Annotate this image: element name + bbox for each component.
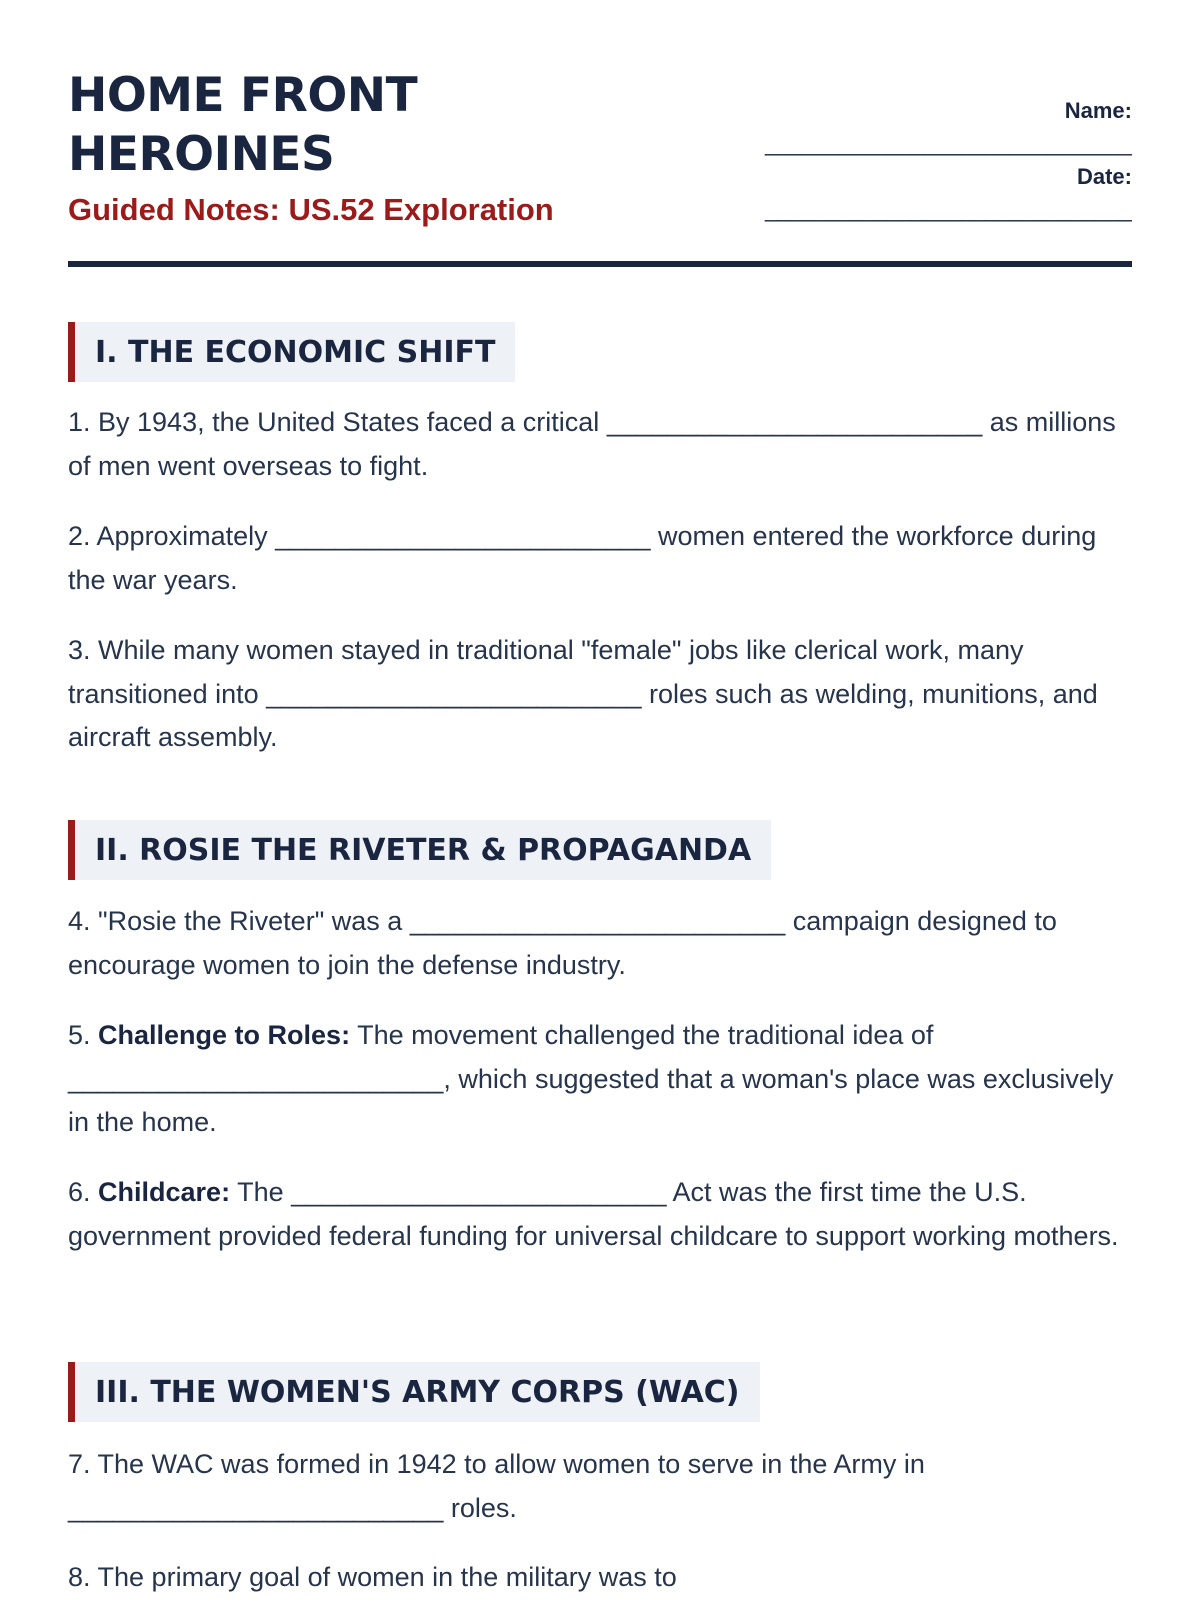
q4-text-before: 4. "Rosie the Riveter" was a	[68, 906, 410, 936]
date-field[interactable]: ______________________________	[764, 197, 1132, 222]
section-heading-wac: III. THE WOMEN'S ARMY CORPS (WAC)	[68, 1362, 760, 1422]
section-heading-rosie-propaganda: II. ROSIE THE RIVETER & PROPAGANDA	[68, 820, 771, 880]
section-heading-economic-shift: I. THE ECONOMIC SHIFT	[68, 322, 515, 382]
worksheet-subtitle: Guided Notes: US.52 Exploration	[68, 192, 554, 227]
q6-text-before: The	[230, 1177, 292, 1207]
name-field[interactable]: ______________________________	[764, 131, 1132, 156]
q5-topic: Challenge to Roles:	[98, 1020, 351, 1050]
name-label: Name:	[1064, 98, 1132, 123]
worksheet-header	[68, 0, 1132, 262]
q2-text-after: women entered the workforce during the war years.	[68, 521, 1097, 595]
question-3	[68, 629, 1132, 760]
q1-text-before: 1. By 1943, the United States faced a critical	[68, 407, 607, 437]
q6-blank[interactable]: _________________________	[291, 1177, 667, 1207]
q6-number: 6.	[68, 1177, 99, 1207]
q7-text-before: 7. The WAC was formed in 1942 to allow women to serve in the Army in	[68, 1449, 925, 1479]
header-divider	[68, 261, 1132, 267]
question-7	[68, 1443, 1132, 1530]
q7-blank[interactable]: _________________________	[68, 1492, 444, 1523]
q7-text-after: roles.	[443, 1492, 517, 1523]
q2-text-before: 2. Approximately	[68, 521, 276, 551]
title-line-2: HEROINES	[68, 127, 335, 182]
q2-blank[interactable]: _________________________	[275, 521, 651, 551]
q5-text-before: The movement challenged the traditional idea of	[350, 1020, 934, 1050]
q4-blank[interactable]: _________________________	[409, 906, 786, 936]
q8-text: 8. The primary goal of women in the military was to	[68, 1562, 677, 1592]
q6-text-after: Act was the first time the U.S. government provided federal funding for universal childcare to support working mothers.	[68, 1177, 1119, 1251]
question-8	[68, 1556, 1132, 1600]
student-info	[672, 96, 1132, 228]
q3-text-after: roles such as welding, munitions, and aircraft assembly.	[68, 678, 1098, 752]
q4-text-after: campaign designed to encourage women to join the defense industry.	[68, 906, 1057, 980]
q5-number: 5.	[68, 1020, 99, 1050]
q5-blank[interactable]: _________________________	[68, 1063, 444, 1094]
question-4	[68, 900, 1132, 987]
q6-topic: Childcare:	[98, 1177, 231, 1207]
question-1	[68, 401, 1132, 488]
q1-blank[interactable]: _________________________	[606, 407, 983, 437]
date-label: Date:	[1076, 164, 1132, 189]
worksheet-title	[68, 66, 417, 184]
question-5	[68, 1014, 1132, 1145]
q3-blank[interactable]: _________________________	[266, 678, 642, 709]
q1-text-after: as millions of men went overseas to fight.	[68, 407, 1116, 481]
question-6	[68, 1171, 1132, 1258]
title-line-1: HOME FRONT	[68, 68, 418, 123]
q3-text-before: 3. While many women stayed in traditional "female" jobs like clerical work, many transitioned into	[68, 635, 1024, 709]
question-2	[68, 515, 1132, 602]
q5-text-after: , which suggested that a woman's place was exclusively in the home.	[68, 1063, 1114, 1137]
